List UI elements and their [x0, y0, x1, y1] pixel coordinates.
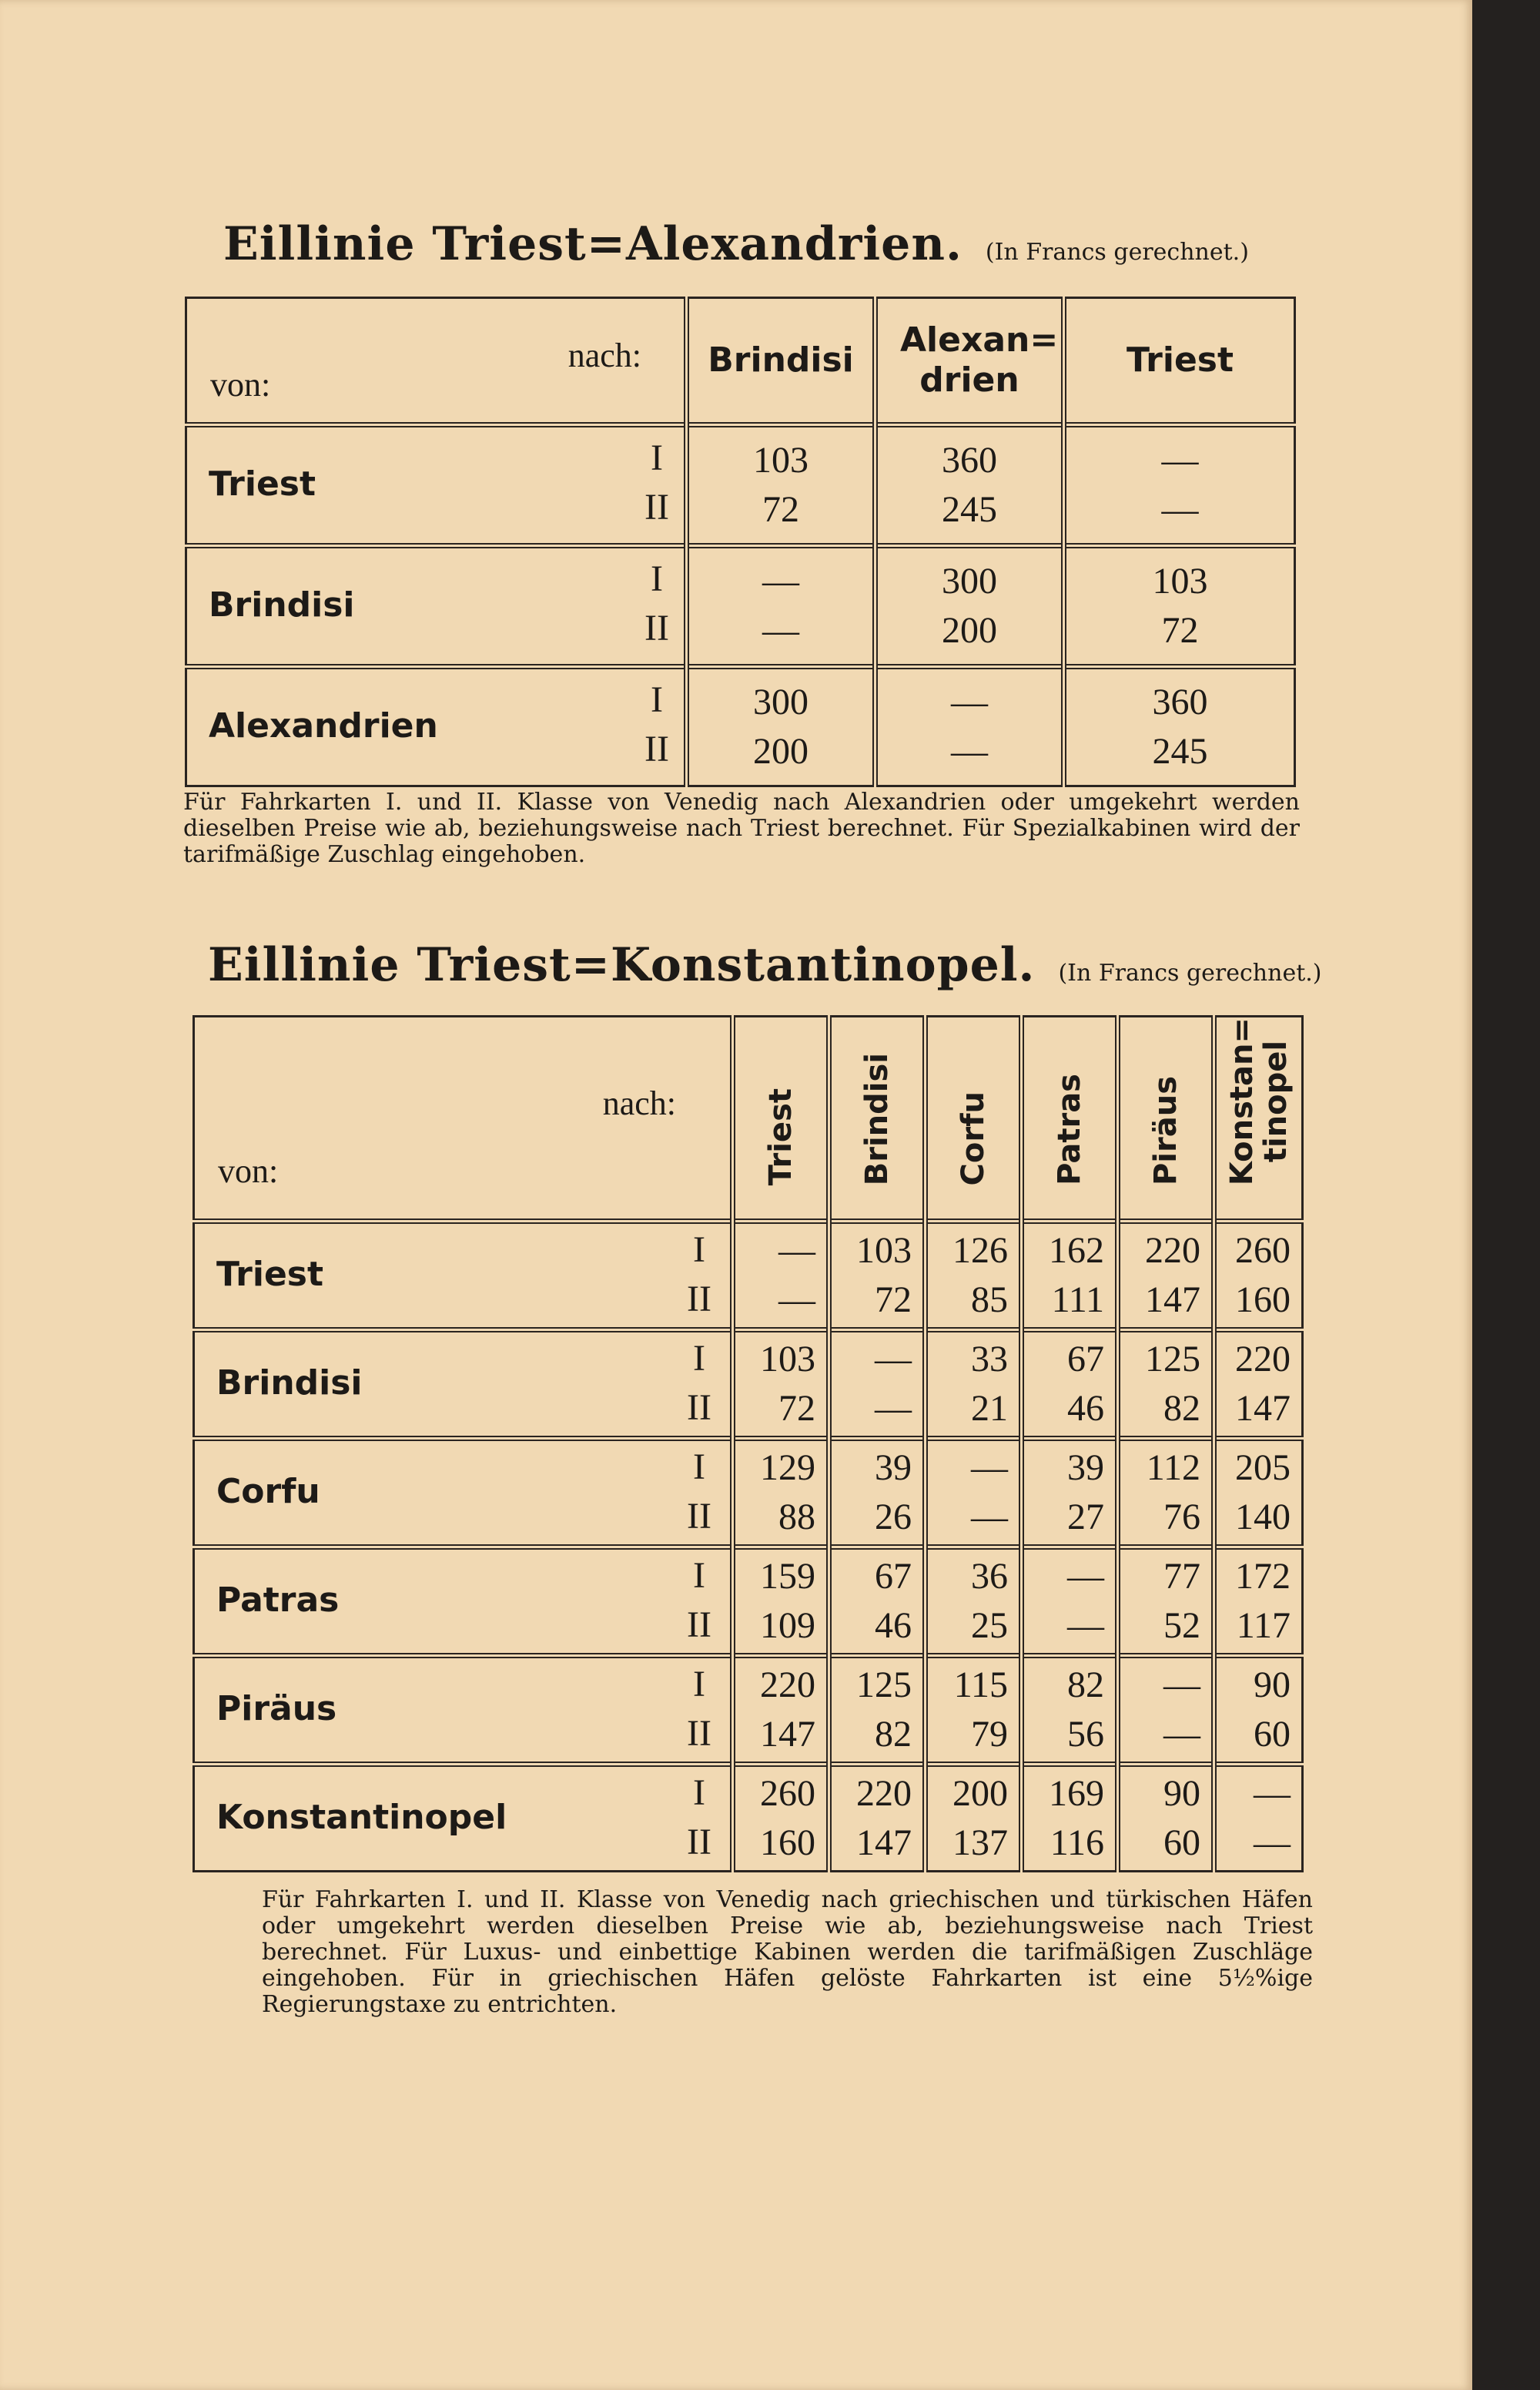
fare-cell: 109 [760, 1605, 815, 1647]
table2-footnote: Für Fahrkarten I. und II. Klasse von Venedig nach griechischen und türkischen Häfen oder umgekehrt werden dieselben Preise wie ab, beziehungsweise nach Triest berechnet. Für Luxus- und einbettige Kabinen werden die tarifmäßigen Zuschläge eingehoben. Für in griechischen Häfen gelöste Fahrkarten ist eine 5½%ige Regierungstaxe zu entrichten. [262, 1886, 1313, 2018]
table-row [194, 1547, 1303, 1656]
fare-cell: 67 [875, 1556, 912, 1597]
fare-cell: 88 [778, 1497, 815, 1538]
table-row [194, 1330, 1303, 1439]
fare-cell: 72 [875, 1279, 912, 1321]
fare-cell: 111 [1051, 1279, 1104, 1321]
fare-cell: — [1161, 489, 1199, 530]
fare-cell: 129 [760, 1447, 815, 1489]
col-header-corfu: Corfu [926, 1017, 1022, 1222]
fare-table-alexandrien [185, 297, 1296, 787]
fare-cell: — [1161, 440, 1199, 481]
fare-cell: 82 [875, 1714, 912, 1755]
class-label: I [693, 1338, 705, 1379]
fare-cell: 21 [971, 1388, 1008, 1430]
fare-cell: 26 [875, 1497, 912, 1538]
fare-cell: 82 [1163, 1388, 1200, 1430]
fare-cell: 260 [760, 1773, 815, 1815]
fare-cell: 147 [1235, 1388, 1291, 1430]
class-label: II [687, 1713, 711, 1755]
fare-cell: 360 [1152, 682, 1208, 722]
fare-cell: — [1254, 1773, 1291, 1815]
row-label: Brindisi [209, 585, 355, 625]
fare-cell: 115 [953, 1664, 1008, 1706]
table-row [186, 667, 1295, 786]
fare-cell: 33 [971, 1339, 1008, 1380]
col-header-alexandrien: Alexan= drien [875, 298, 1064, 425]
from-label: von: [210, 366, 271, 404]
fare-cell: — [778, 1279, 815, 1321]
fare-cell: 245 [1152, 731, 1208, 772]
fare-cell: — [951, 731, 988, 772]
table2-header-corner [194, 1017, 733, 1222]
from-label: von: [218, 1152, 279, 1190]
class-label: II [687, 1387, 711, 1429]
table1-title-line [223, 217, 1249, 271]
table-row [194, 1765, 1303, 1872]
row-label: Konstantinopel [216, 1798, 507, 1838]
fare-cell: 117 [1236, 1605, 1291, 1647]
fare-cell: 160 [1235, 1279, 1291, 1321]
fare-cell: 125 [1145, 1339, 1200, 1380]
table1-title: Eillinie Triest=Alexandrien. [223, 217, 962, 271]
table-row [186, 425, 1295, 546]
class-label: I [651, 437, 663, 478]
fare-cell: 52 [1163, 1605, 1200, 1647]
row-label: Patras [216, 1580, 340, 1621]
fare-cell: 103 [856, 1230, 912, 1272]
to-label: nach: [567, 337, 641, 374]
row-label: Alexandrien [209, 706, 438, 746]
fare-cell: 147 [760, 1714, 815, 1755]
fare-cell: 60 [1163, 1822, 1200, 1864]
fare-cell: — [951, 682, 988, 722]
fare-cell: 67 [1067, 1339, 1104, 1380]
class-label: I [693, 1664, 705, 1705]
table2-currency-note: (In Francs gerechnet.) [1058, 960, 1322, 987]
fare-cell: 140 [1235, 1497, 1291, 1538]
row-label: Corfu [216, 1472, 320, 1512]
fare-cell: — [971, 1497, 1008, 1538]
fare-cell: 126 [952, 1230, 1008, 1272]
class-label: I [651, 679, 663, 720]
class-label: I [651, 558, 663, 599]
fare-cell: — [875, 1339, 912, 1380]
fare-cell: 90 [1163, 1773, 1200, 1815]
col-header-triest: Triest [733, 1017, 829, 1222]
fare-cell: — [1254, 1822, 1291, 1864]
to-label: nach: [602, 1084, 676, 1122]
row-label: Brindisi [216, 1363, 363, 1403]
row-label: Triest [216, 1255, 324, 1295]
fare-cell: 39 [1067, 1447, 1104, 1489]
fare-cell: 200 [942, 610, 997, 651]
fare-cell: 79 [971, 1714, 1008, 1755]
fare-cell: 77 [1163, 1556, 1200, 1597]
col-header-piraeus: Piräus [1118, 1017, 1214, 1222]
table2-title: Eillinie Triest=Konstantinopel. [208, 938, 1036, 992]
class-label: II [687, 1279, 711, 1320]
fare-cell: 103 [760, 1339, 815, 1380]
fare-cell: 36 [971, 1556, 1008, 1597]
col-header-brindisi: Brindisi [687, 298, 875, 425]
class-label: II [644, 608, 669, 649]
fare-cell: 46 [875, 1605, 912, 1647]
col-header-brindisi: Brindisi [829, 1017, 926, 1222]
fare-cell: 205 [1235, 1447, 1291, 1489]
fare-cell: — [1067, 1605, 1104, 1647]
fare-cell: 27 [1067, 1497, 1104, 1538]
fare-cell: 300 [753, 682, 808, 722]
fare-cell: 159 [760, 1556, 815, 1597]
fare-cell: 85 [971, 1279, 1008, 1321]
fare-cell: 116 [1050, 1822, 1104, 1864]
fare-cell: 162 [1049, 1230, 1104, 1272]
fare-cell: — [1163, 1714, 1200, 1755]
col-header-patras: Patras [1022, 1017, 1118, 1222]
fare-cell: 72 [1161, 610, 1199, 651]
fare-cell: 147 [1145, 1279, 1200, 1321]
table1-footnote: Für Fahrkarten I. und II. Klasse von Venedig nach Alexandrien oder umgekehrt werden dieselben Preise wie ab, beziehungsweise nach Triest berechnet. Für Spezialkabinen wird der tarifmäßige Zuschlag eingehoben. [183, 789, 1300, 868]
fare-cell: 260 [1235, 1230, 1291, 1272]
class-label: II [644, 487, 669, 528]
fare-cell: 90 [1254, 1664, 1291, 1706]
fare-cell: 220 [760, 1664, 815, 1706]
fare-cell: 137 [952, 1822, 1008, 1864]
fare-cell: — [762, 561, 799, 602]
fare-cell: 220 [1235, 1339, 1291, 1380]
fare-cell: 56 [1067, 1714, 1104, 1755]
table-row [194, 1656, 1303, 1765]
col-header-triest: Triest [1126, 340, 1234, 380]
fare-cell: 39 [875, 1447, 912, 1489]
col-header-konstantinopel: Konstan= tinopel [1224, 1017, 1294, 1186]
class-label: II [687, 1604, 711, 1646]
fare-cell: 76 [1163, 1497, 1200, 1538]
table1-header-corner [186, 298, 687, 425]
fare-cell: — [1067, 1556, 1104, 1597]
table-row [194, 1439, 1303, 1547]
fare-cell: 103 [753, 440, 808, 481]
fare-cell: 72 [778, 1388, 815, 1430]
class-label: II [644, 729, 669, 769]
table-row [186, 546, 1295, 667]
fare-cell: 125 [856, 1664, 912, 1706]
page-edge [1472, 0, 1540, 2390]
fare-cell: 82 [1067, 1664, 1104, 1706]
fare-cell: 46 [1067, 1388, 1104, 1430]
table-row [194, 1222, 1303, 1330]
fare-cell: 160 [760, 1822, 815, 1864]
fare-cell: — [875, 1388, 912, 1430]
class-label: II [687, 1822, 711, 1863]
fare-cell: 169 [1049, 1773, 1104, 1815]
fare-cell: 360 [942, 440, 997, 481]
fare-cell: 25 [971, 1605, 1008, 1647]
table1-currency-note: (In Francs gerechnet.) [985, 239, 1249, 266]
fare-cell: 220 [1145, 1230, 1200, 1272]
fare-cell: — [971, 1447, 1008, 1489]
class-label: I [693, 1446, 705, 1488]
class-label: I [693, 1555, 705, 1597]
class-label: I [693, 1772, 705, 1814]
class-label: II [687, 1496, 711, 1537]
fare-cell: 200 [753, 731, 808, 772]
fare-cell: 103 [1152, 561, 1208, 602]
fare-cell: — [762, 610, 799, 651]
fare-cell: 200 [952, 1773, 1008, 1815]
fare-cell: 60 [1254, 1714, 1291, 1755]
fare-cell: 112 [1146, 1447, 1200, 1489]
fare-table-konstantinopel [192, 1015, 1304, 1872]
fare-cell: 300 [942, 561, 997, 602]
class-label: I [693, 1229, 705, 1271]
fare-cell: — [778, 1230, 815, 1272]
row-label: Piräus [216, 1689, 337, 1729]
fare-cell: 172 [1235, 1556, 1291, 1597]
fare-cell: 220 [856, 1773, 912, 1815]
fare-cell: 72 [762, 489, 799, 530]
fare-cell: 147 [856, 1822, 912, 1864]
fare-cell: — [1163, 1664, 1200, 1706]
table2-title-line [208, 938, 1322, 992]
fare-cell: 245 [942, 489, 997, 530]
row-label: Triest [209, 464, 316, 504]
